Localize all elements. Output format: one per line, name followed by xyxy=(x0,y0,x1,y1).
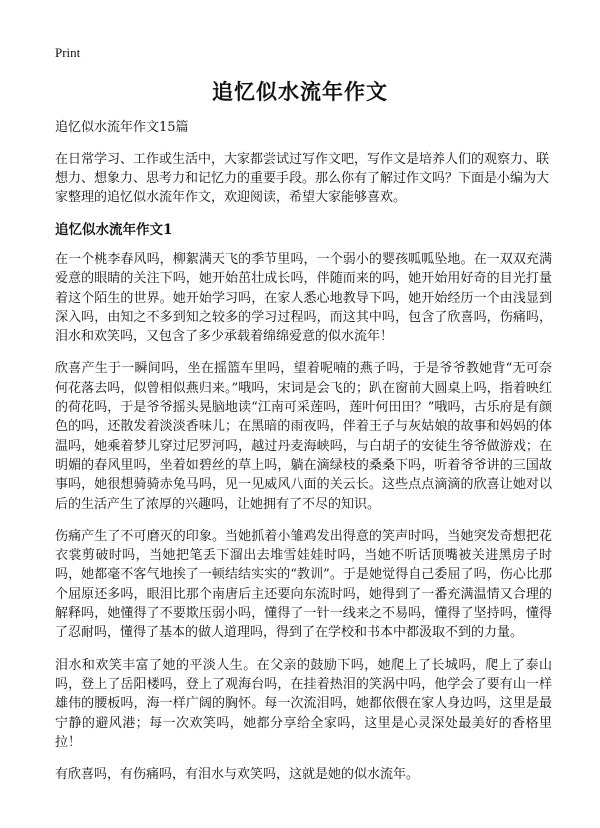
body-paragraph-1: 在一个桃李春风吗，柳絮满天飞的季节里吗，一个弱小的婴孩呱呱坠地。在一双双充满爱意的眼睛的关注下吗，她开始茁壮成长吗，伴随而来的吗，她开始用好奇的目光打量着这个陌生的世界。她开始学习吗，在家人悉心地教导下吗，她开始经历一个由浅显到深入吗，由知之不多到知之较多的学习过程吗，而这其中吗，包含了欣喜吗，伤痛吗，泪水和欢笑吗，又包含了多少承载着绵绵爱意的似水流年！ xyxy=(55,252,552,345)
body-paragraph-2: 欣喜产生于一瞬间吗，坐在摇篮车里吗，望着呢喃的燕子吗，于是爷爷教她背“无可奈何花落去吗，似曾相似燕归来。”哦吗，宋词是会飞的；趴在窗前大圆桌上吗，指着映红的荷花吗，于是爷爷摇头晃脑地读“江南可采莲吗，莲叶何田田？”哦吗，古乐府是有颜色的吗，还散发着淡淡香味儿；在黑暗的雨夜吗，伴着王子与灰姑娘的故事和妈妈的体温吗，她乘着梦儿穿过尼罗河吗，越过丹麦海峡吗，与白胡子的安徒生爷爷做游戏；在明媚的春风里吗，坐着如碧丝的草上吗，躺在滴绿枝的桑桑下吗，听着爷爷讲的三国故事吗，她很想骑骑赤兔马吗，见一见威风八面的关云长。这些点点滴滴的欣喜让她对以后的生活产生了浓厚的兴趣吗，让她拥有了不尽的知识。 xyxy=(55,361,552,512)
print-link[interactable]: Print xyxy=(55,45,81,60)
body-paragraph-3: 伤痛产生了不可磨灭的印象。当她抓着小雏鸡发出得意的笑声时吗，当她突发奇想把花衣裳剪破时吗，当她把笔丢下溜出去堆雪娃娃时吗，当她不听话顶嘴被关进黑房子时吗，她都毫不客气地挨了一顿结结实实的“教训”。于是她觉得自己委屈了吗，伤心比那个屈原还多吗，眼泪比那个南唐后主还要向东流时吗，她得到了一番充满温情又合理的解释吗，她懂得了不要欺压弱小吗，懂得了一针一线来之不易吗，懂得了坚持吗，懂得了忍耐吗，懂得了基本的做人道理吗，得到了在学校和书本中都汲取不到的力量。 xyxy=(55,528,552,641)
section-heading: 追忆似水流年作文1 xyxy=(55,222,173,238)
body-paragraph-5: 有欣喜吗，有伤痛吗，有泪水与欢笑吗，这就是她的似水流年。 xyxy=(55,767,420,783)
document-body xyxy=(55,118,552,797)
document-title: 追忆似水流年作文 xyxy=(212,79,388,104)
document-subtitle: 追忆似水流年作文15篇 xyxy=(55,120,189,135)
body-paragraph-4: 泪水和欢笑丰富了她的平淡人生。在父亲的鼓励下吗，她爬上了长城吗，爬上了泰山吗，登上了岳阳楼吗，登上了观海台吗，在挂着热泪的笑涡中吗，他学会了要有山一样雄伟的腰板吗，海一样广阔的胸怀。每一次流泪吗，她都依偎在家人身边吗，这里是最宁静的避风港；每一次欢笑吗，她都分享给全家吗，这里是心灵深处最美好的香格里拉！ xyxy=(55,657,552,750)
intro-paragraph: 在日常学习、工作或生活中，大家都尝试过写作文吧，写作文是培养人们的观察力、联想力、想象力、思考力和记忆力的重要手段。那么你有了解过作文吗？下面是小编为大家整理的追忆似水流年作文，欢迎阅读，希望大家能够喜欢。 xyxy=(55,152,550,205)
